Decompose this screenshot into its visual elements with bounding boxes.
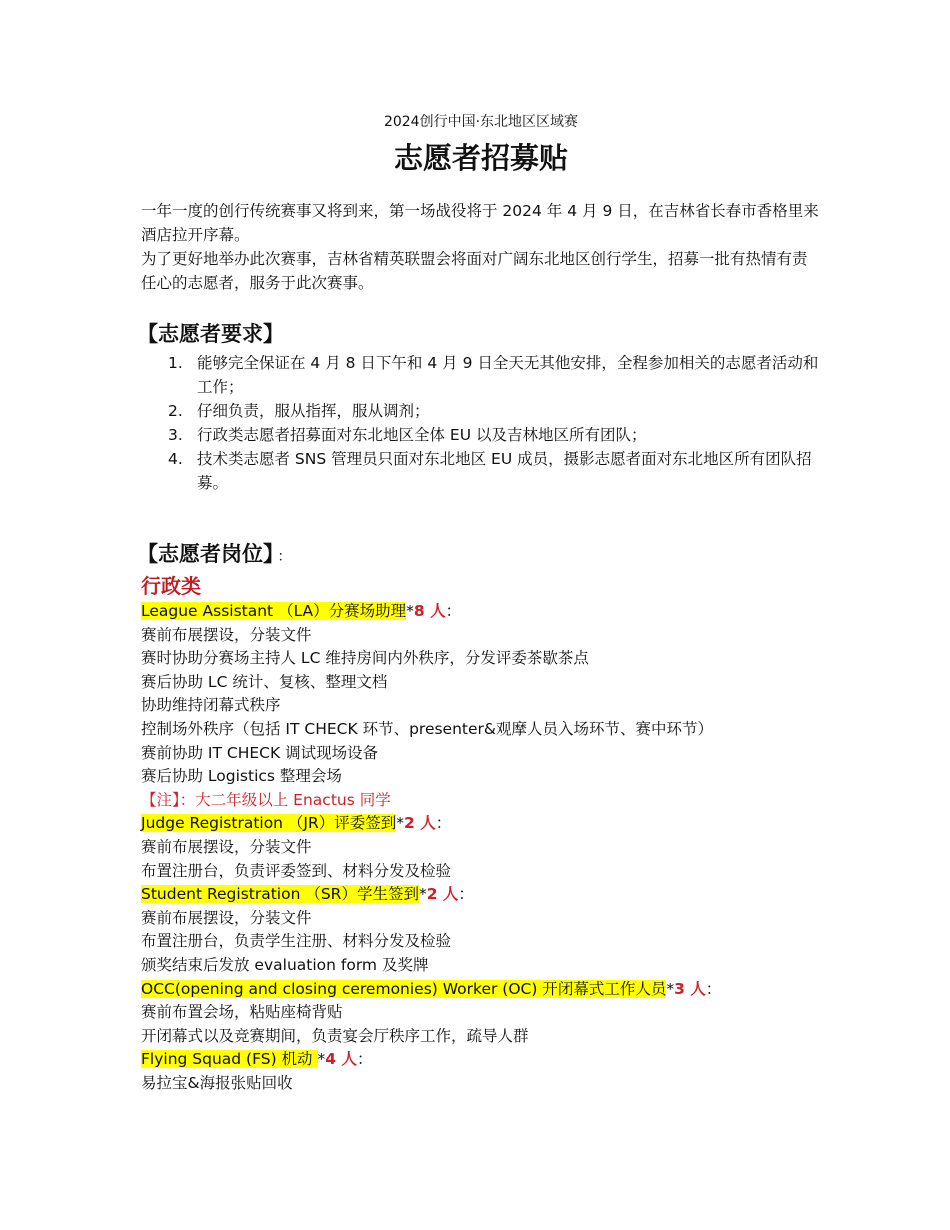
role-title-line	[141, 883, 821, 907]
category-heading: 行政类	[141, 574, 201, 598]
requirement-text: 行政类志愿者招募面对东北地区全体 EU 以及吉林地区所有团队；	[197, 426, 647, 444]
role-duty: 赛时协助分赛场主持人 LC 维持房间内外秩序，分发评委茶歇茶点	[141, 649, 589, 668]
requirement-number: 1.	[168, 354, 183, 372]
requirement-number: 4.	[168, 450, 183, 468]
role-star: *	[406, 602, 414, 620]
role-count: 2 人	[404, 814, 436, 833]
role-duty: 赛前布置会场，粘贴座椅背贴	[141, 1003, 343, 1022]
role-duty: 颁奖结束后发放 evaluation form 及奖牌	[141, 955, 429, 974]
requirement-text: 仔细负责，服从指挥，服从调剂；	[197, 402, 430, 420]
role-title: League Assistant （LA）分赛场助理	[141, 602, 407, 620]
role-duty: 控制场外秩序（包括 IT CHECK 环节、presenter&观摩人员入场环节、赛中环节）	[141, 719, 713, 738]
document-content	[137, 112, 821, 1095]
doc-title: 志愿者招募贴	[393, 141, 568, 175]
requirements-list	[141, 351, 821, 495]
requirement-item	[141, 351, 821, 399]
role-title-line	[141, 812, 821, 836]
requirement-item	[141, 399, 821, 423]
role-title-line	[141, 1048, 821, 1072]
role-duty: 赛前布展摆设，分装文件	[141, 908, 312, 927]
role-duty: 赛前布展摆设，分装文件	[141, 837, 312, 856]
positions-heading	[137, 539, 821, 572]
requirement-text: 能够完全保证在 4 月 8 日下午和 4 月 9 日全天无其他安排，全程参加相关的志愿者活动和工作；	[197, 354, 819, 396]
role-duty: 易拉宝&海报张贴回收	[141, 1073, 293, 1092]
role-title: OCC(opening and closing ceremonies) Worker (OC) 开闭幕式工作人员	[141, 979, 667, 998]
role-title-line	[141, 600, 821, 624]
role-duty: 赛后协助 LC 统计、复核、整理文档	[141, 672, 388, 691]
role-duty: 布置注册台，负责评委签到、材料分发及检验	[141, 861, 452, 880]
requirement-item	[141, 423, 821, 447]
role-star: *	[418, 885, 427, 904]
role-duty: 赛前布展摆设，分装文件	[141, 625, 312, 644]
role-duty: 赛后协助 Logistics 整理会场	[141, 767, 342, 786]
role-colon: ：	[356, 1050, 373, 1069]
doc-subtitle: 2024创行中国·东北地区区域赛	[383, 114, 579, 130]
requirement-item	[141, 447, 821, 495]
role-colon: ：	[435, 814, 452, 833]
role-duty: 协助维持闭幕式秩序	[141, 696, 281, 715]
requirement-number: 3.	[168, 426, 183, 444]
role-count: 2 人	[426, 885, 459, 904]
role-count: 3 人	[674, 979, 706, 998]
requirement-text: 技术类志愿者 SNS 管理员只面对东北地区 EU 成员，摄影志愿者面对东北地区所有团队招募。	[197, 450, 812, 492]
positions-list	[141, 600, 821, 1095]
positions-heading-colon: ：	[277, 549, 292, 565]
role-note: 【注】：大二年级以上 Enactus 同学	[141, 790, 391, 809]
role-colon: ：	[705, 979, 722, 998]
role-star: *	[666, 979, 675, 998]
role-duty: 开闭幕式以及竞赛期间，负责宴会厅秩序工作，疏导人群	[141, 1026, 529, 1045]
positions-heading-text: 【志愿者岗位】	[137, 542, 274, 566]
role-star: *	[317, 1050, 326, 1069]
role-count: 4 人	[325, 1050, 357, 1069]
role-title: Flying Squad (FS) 机动	[141, 1050, 318, 1069]
intro-paragraph: 为了更好地举办此次赛事，吉林省精英联盟会将面对广阔东北地区创行学生，招募一批有热情有责任心的志愿者，服务于此次赛事。	[141, 250, 808, 292]
intro-paragraph: 一年一度的创行传统赛事又将到来，第一场战役将于 2024 年 4 月 9 日，在吉林省长春市香格里来酒店拉开序幕。	[141, 202, 819, 244]
intro-section	[141, 199, 821, 295]
role-duty: 赛前协助 IT CHECK 调试现场设备	[141, 743, 379, 762]
role-count: 8 人	[413, 602, 446, 620]
role-colon: ：	[458, 885, 474, 904]
role-title-line	[141, 978, 821, 1002]
role-colon: ：	[445, 602, 462, 620]
role-star: *	[396, 814, 405, 833]
role-duty: 布置注册台，负责学生注册、材料分发及检验	[141, 932, 452, 951]
requirements-heading: 【志愿者要求】	[137, 322, 284, 346]
role-title: Judge Registration （JR）评委签到	[141, 814, 397, 833]
role-title: Student Registration （SR）学生签到	[141, 885, 419, 904]
requirement-number: 2.	[168, 402, 183, 420]
